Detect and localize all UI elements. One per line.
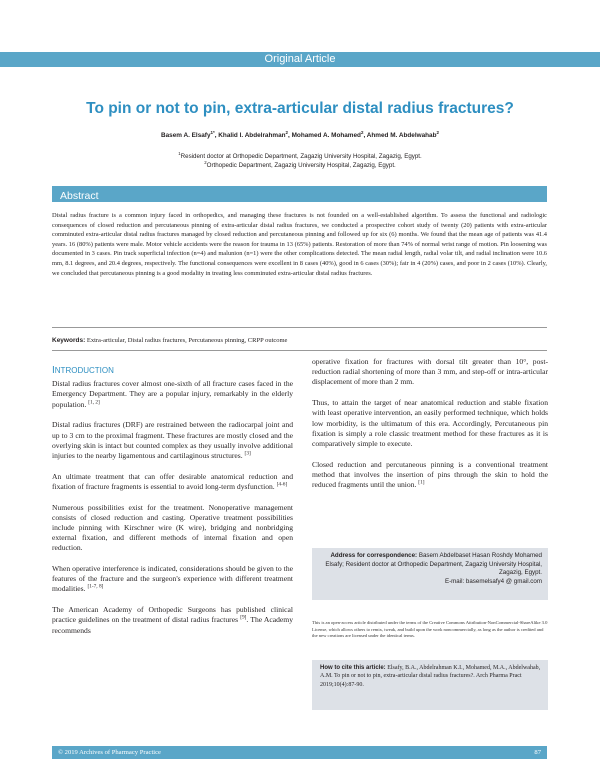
article-title: To pin or not to pin, extra-articular distal radius fractures? xyxy=(86,100,514,117)
copyright: © 2019 Archives of Pharmacy Practice xyxy=(58,749,161,756)
abstract-text: Distal radius fracture is a common injury faced in orthopedics, and managing these fractures is not founded on a well-established algorithm. To assess the functional and radiologic consequences of closed reduction and percutaneous pinning of extra-articular distal radius fractures, we conducted a prospective cohort study of twenty (20) patients with extra-articular comminuted extra-articular distal radius fractures managed by closed reduction and percutaneous pinning and followed up for six (6) months. We found that the mean age of patients was 41.4 years. 16 (80%) patients were male. Motor vehicle accidents were the reason for trauma in 13 (65%) patients. Restoration of more than 74% of normal wrist range of motion. Pin loosening was documented in 3 cases. Pin track superficial infection (n=4) and malunion (n=1) were the other complications detected. The mean radial length, radial volar tilt, and radial inclination were 10.6 mm, 8.1 degrees, and 20.4 degrees, respectively. The functional consequences were excellent in 8 cases (40%), good in 6 cases (30%); fair in 4 (20%) cases, and poor in 2 cases (10%). Clearly, we concluded that percutaneous pinning is a good modality in treating less comminuted extra-articular distal radius fractures. xyxy=(52,212,547,277)
divider xyxy=(52,350,547,351)
citation-text: Elsafy, B.A., Abdelrahman K.I., Mohamed, M.A., Abdelwahab, A.M. To pin or not to pin, extra-articular distal radius fractures?. Arch Pharma Pract 2019;10(4):87-90. xyxy=(320,665,541,688)
citation-ref: [1, 2] xyxy=(88,399,100,406)
keywords xyxy=(52,337,547,344)
correspondence-label: Address for correspondence: xyxy=(330,552,418,559)
citation-ref: [1-7, 8] xyxy=(87,583,104,590)
correspondence-text: Basem Abdelbaset Hasan Roshdy Mohamed Elsafy; Resident doctor at Orthopedic Department, Zagazig University Hospital, Zagazig, Egypt. xyxy=(325,552,542,577)
correspondence-box xyxy=(312,548,548,600)
affiliation-2 xyxy=(0,159,600,169)
keywords-text: Extra-articular, Distal radius fractures, Percutaneous pinning, CRPP outcome xyxy=(86,337,288,344)
author-sup: 1* xyxy=(210,129,215,135)
citation-box xyxy=(312,660,548,710)
correspondence-email[interactable]: E-mail: basemelsafy4 @ gmail.com xyxy=(444,577,542,585)
paragraph: When operative interference is indicated, considerations should be given to the features of the fracture and the surgeon's experience with different treatment modalities. [1-7, 8] xyxy=(52,564,293,594)
left-column xyxy=(52,366,293,646)
abstract-header xyxy=(52,186,547,202)
article-type-banner xyxy=(0,52,600,67)
affiliation-text: Orthopedic Department, Zagazig University Hospital, Zagazig, Egypt. xyxy=(206,162,396,169)
author-sup: 2 xyxy=(436,129,439,135)
page-number: 87 xyxy=(534,749,541,756)
affiliation-text: Resident doctor at Orthopedic Department, Zagazig University Hospital, Zagazig, Egypt. xyxy=(180,153,422,160)
citation-ref: [4-6] xyxy=(276,481,288,488)
citation-ref: [3] xyxy=(244,450,251,457)
author-name: Mohamed A. Mohamed xyxy=(291,132,361,139)
citation-ref: [9] xyxy=(240,614,247,621)
page-footer xyxy=(52,746,547,759)
paragraph: The American Academy of Orthopedic Surgeons has published clinical practice guidelines on the treatment of distal radius fractures [9]. The Academy recommends xyxy=(52,605,293,635)
paragraph: Distal radius fractures cover almost one-sixth of all fracture cases faced in the Emergency Department. They are a popular injury, remarkably in the elderly population. [1, 2] xyxy=(52,379,293,409)
paragraph: operative fixation for fractures with dorsal tilt greater than 10°, post-reduction radial shortening of more than 3 mm, and step-off or intra-articular displacement of more than 2 mm. xyxy=(312,357,548,387)
paragraph: An ultimate treatment that can offer desirable anatomical reduction and fixation of fracture fragments is essential to avoid long-term dysfunction. [4-6] xyxy=(52,471,293,491)
author-name: Basem A. Elsafy xyxy=(161,132,211,139)
paragraph: Distal radius fractures (DRF) are restrained between the radiocarpal joint and up to 3 cm to the proximal fragment. These fractures are mostly closed and the overlying skin is intact but counted complex as they usually involve additional injuries to the nearby ligamentous and cartilaginous structures. [3] xyxy=(52,420,293,460)
author-sup: 2 xyxy=(285,129,289,135)
citation-label: How to cite this article: xyxy=(320,665,386,671)
paragraph: Thus, to attain the target of near anatomical reduction and stable fixation with least operative intervention, an easily performed technique, which holds low morbidity, is the ultimatum of this era. Accordingly, Percutaneous pin fixation is simply a role classic treatment method for these fractures as it is comparatively simple to execute. xyxy=(312,398,548,448)
article-type-label: Original Article xyxy=(264,53,336,65)
right-column xyxy=(312,357,548,501)
open-access-notice: This is an open-access article distributed under the terms of the Creative Commons Attribution-NonCommercial-ShareAlike 3.0 License, which allows others to remix, tweak, and build upon the work noncommercially, as long as the author is credited and the new creations are licensed under the identical terms. xyxy=(312,620,548,639)
divider xyxy=(52,327,547,328)
author-name: Khalid I. Abdelrahman xyxy=(218,132,286,139)
affiliation-sup: 2 xyxy=(204,159,207,165)
paragraph: Closed reduction and percutaneous pinning is a conventional treatment method that involves the insertion of pins through the skin to hold the reduced fragments until the union. [1] xyxy=(312,459,548,490)
author-list: Basem A. Elsafy$^{1*}$, Khalid I. Abdelrahman$^2$, Mohamed A. Mohamed$^2$, Ahmed M. Abdelwahab$^2$ xyxy=(161,129,439,139)
section-heading-introduction: INTRODUCTION xyxy=(52,365,114,376)
affiliation-sup: 1 xyxy=(178,150,181,156)
citation-ref: [1] xyxy=(418,479,425,486)
affiliation-1 xyxy=(0,150,600,160)
abstract-heading: Abstract xyxy=(60,190,99,202)
paragraph: Numerous possibilities exist for the treatment. Nonoperative management consists of closed reduction and casting. Operative treatment possibilities include pinning with Kirschner wire (K wire), bridging and nonbridging external fixation, and different methods of internal fixation and open reduction. xyxy=(52,502,293,553)
author-name: Ahmed M. Abdelwahab xyxy=(366,132,437,139)
author-sup: 2 xyxy=(360,129,364,135)
keywords-label: Keywords: xyxy=(52,337,86,344)
